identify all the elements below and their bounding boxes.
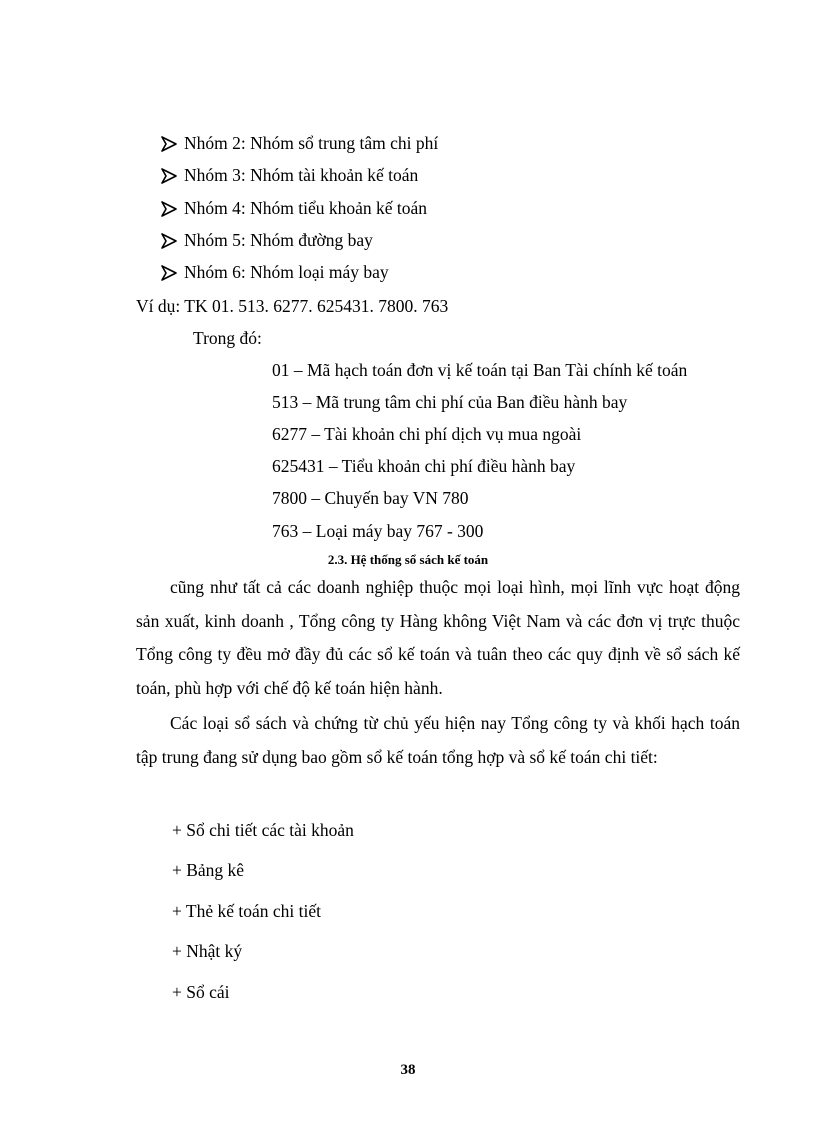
book-item: + Thẻ kế toán chi tiết (172, 901, 322, 921)
arrow-bullet-icon (160, 168, 178, 184)
group-label: Nhóm 4: Nhóm tiểu khoản kế toán (184, 198, 428, 218)
paragraph-text: Các loại sổ sách và chứng từ chủ yếu hiện nay Tổng công ty và khối hạch toán tập trung đang sử dụng bao gồm sổ kế toán tổng hợp và sổ kế toán chi tiết: (136, 713, 740, 767)
list-item (160, 165, 418, 186)
page-number: 38 (400, 1062, 416, 1078)
paragraph-text: cũng như tất cả các doanh nghiệp thuộc mọi loại hình, mọi lĩnh vực hoạt động sản xuất, kinh doanh , Tổng công ty Hàng không Việt Nam và các đơn vị trực thuộc Tổng công ty đều mở đầy đủ các sổ kế toán và tuân theo các quy định về sổ sách kế toán, phù hợp với chế độ kế toán hiện hành. (136, 577, 740, 698)
arrow-bullet-icon (160, 201, 178, 217)
in-which-label: Trong đó: (193, 328, 262, 348)
example-item: 513 – Mã trung tâm chi phí của Ban điều hành bay (272, 392, 628, 412)
book-item: + Nhật ký (172, 941, 243, 961)
list-item (160, 262, 389, 283)
example-item: 6277 – Tài khoản chi phí dịch vụ mua ngoài (272, 424, 582, 444)
group-label: Nhóm 6: Nhóm loại máy bay (184, 262, 389, 282)
book-item: + Sổ chi tiết các tài khoản (172, 820, 354, 840)
group-label: Nhóm 2: Nhóm sổ trung tâm chi phí (184, 133, 439, 153)
example-item: 763 – Loại máy bay 767 - 300 (272, 521, 484, 541)
book-item: + Sổ cái (172, 982, 230, 1002)
example-label: Ví dụ: TK 01. 513. 6277. 625431. 7800. 763 (136, 296, 449, 316)
arrow-bullet-icon (160, 233, 178, 249)
paragraph (136, 707, 740, 774)
section-heading: 2.3. Hệ thống sổ sách kế toán (327, 552, 489, 567)
example-item: 625431 – Tiểu khoản chi phí điều hành bay (272, 456, 576, 476)
arrow-bullet-icon (160, 265, 178, 281)
book-item: + Bảng kê (172, 860, 245, 880)
arrow-bullet-icon (160, 136, 178, 152)
list-item (160, 133, 438, 154)
example-item: 01 – Mã hạch toán đơn vị kế toán tại Ban Tài chính kế toán (272, 360, 688, 380)
group-label: Nhóm 5: Nhóm đường bay (184, 230, 373, 250)
list-item (160, 230, 373, 251)
example-item: 7800 – Chuyến bay VN 780 (272, 488, 469, 508)
list-item (160, 198, 427, 219)
paragraph (136, 571, 740, 705)
group-label: Nhóm 3: Nhóm tài khoản kế toán (184, 165, 419, 185)
